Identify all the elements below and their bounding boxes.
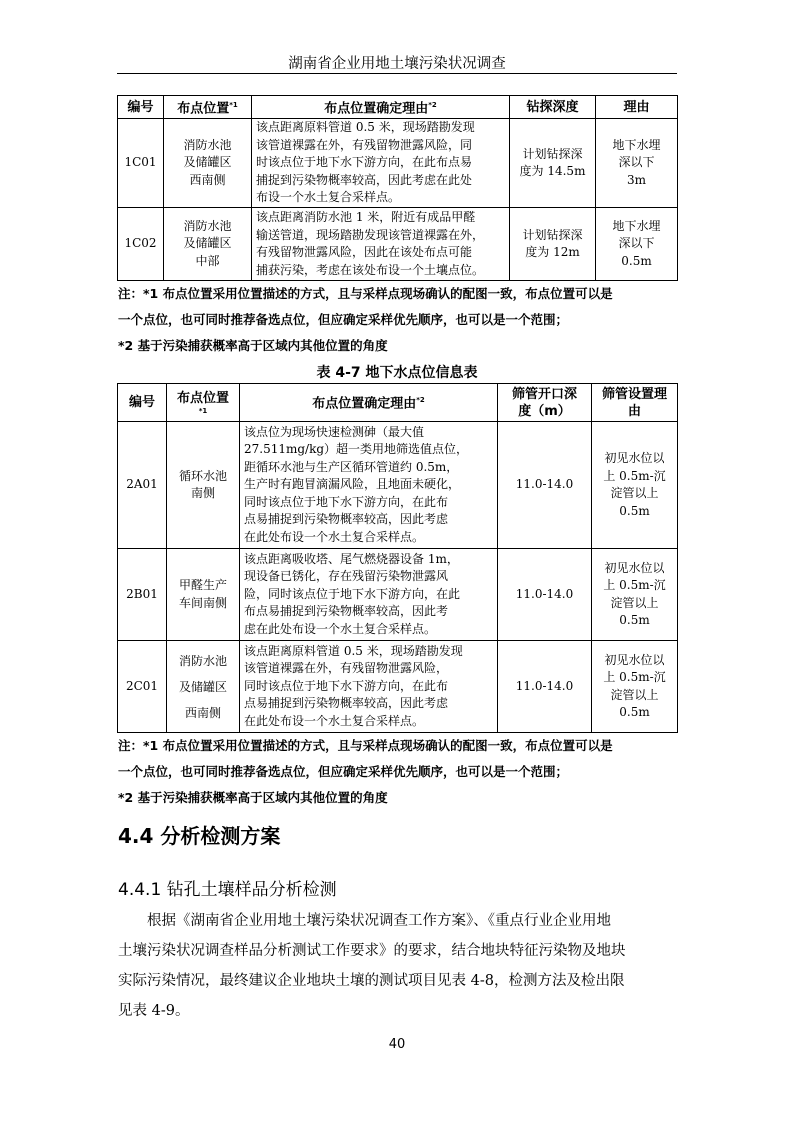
paragraph-line: 见表 4-9。 — [118, 1003, 190, 1019]
table-note-line: 注：*1 布点位置采用位置描述的方式，且与采样点现场确认的配图一致，布点位置可以是 — [118, 286, 613, 301]
header-rule — [117, 73, 677, 74]
groundwater-point-table — [117, 383, 678, 733]
cell-screen-reason: 初见水位以 上 0.5m-沉 淀管以上 0.5m — [592, 549, 678, 641]
cell-position: 循环水池 南侧 — [167, 422, 240, 549]
table-header-row — [118, 384, 678, 422]
paragraph-line: 根据《湖南省企业用地土壤污染状况调查工作方案》、《重点行业企业用地 — [118, 913, 611, 929]
table-note-line: 注：*1 布点位置采用位置描述的方式，且与采样点现场确认的配图一致，布点位置可以是 — [118, 738, 613, 753]
table-note-line: *2 基于污染捕获概率高于区域内其他位置的角度 — [118, 338, 388, 353]
col-header-id: 编号 — [118, 96, 164, 119]
body-paragraph — [118, 906, 676, 1026]
cell-depth: 计划钻探深 度为 12m — [510, 208, 596, 281]
col-header-why: 理由 — [596, 96, 678, 119]
table-note-line: *2 基于污染捕获概率高于区域内其他位置的角度 — [118, 790, 388, 805]
table-row — [118, 641, 678, 733]
cell-reason: 该点距离原料管道 0.5 米，现场踏勘发现 该管道裸露在外，有残留物泄露风险，同 时该点位于地下水下游方向，在此布点易 捕捉到污染物概率较高，因此考虑在此处 布设一个水土复合采样点。 — [252, 119, 510, 208]
col-header-id: 编号 — [118, 384, 167, 422]
cell-position: 甲醛生产 车间南侧 — [167, 549, 240, 641]
cell-screen-reason: 初见水位以 上 0.5m-沉 淀管以上 0.5m — [592, 641, 678, 733]
cell-reason: 该点距离吸收塔、尾气燃烧器设备 1m， 现设备已锈化，存在残留污染物泄露风 险，同时该点位于地下水下游方向，在此 布点易捕捉到污染物概率较高，因此考 虑在此处布设一个水土复合采样点。 — [240, 549, 498, 641]
cell-id: 2B01 — [118, 549, 167, 641]
table-row — [118, 119, 678, 208]
table-row — [118, 549, 678, 641]
cell-id: 1C01 — [118, 119, 164, 208]
table-note-line: 一个点位，也可同时推荐备选点位，但应确定采样优先顺序，也可以是一个范围； — [118, 764, 569, 779]
col-header-reason: 布点位置确定理由$^{*2}$ — [252, 96, 510, 119]
cell-id: 2C01 — [118, 641, 167, 733]
cell-reason: 该点距离消防水池 1 米，附近有成品甲醛 输送管道，现场踏勘发现该管道裸露在外， 有残留物泄露风险，因此在该处布点可能 捕获污染，考虑在该处布设一个土壤点位。 — [252, 208, 510, 281]
col-header-position: 布点位置$^{*1}$ — [164, 96, 252, 119]
soil-point-table — [117, 95, 678, 281]
cell-id: 2A01 — [118, 422, 167, 549]
subsection-heading: 4.4.1 钻孔土壤样品分析检测 — [118, 880, 337, 900]
col-header-depth: 钻探深度 — [510, 96, 596, 119]
cell-reason: 该点位为现场快速检测砷（最大值 27.511mg/kg）超一类用地筛选值点位， 距循环水池与生产区循环管道约 0.5m， 生产时有跑冒滴漏风险，且地面未硬化， 同时该点位于地下水下游方向，在此布 点易捕捉到污染物概率较高，因此考虑 在此处布设一个水土复合采样点。 — [240, 422, 498, 549]
col-header-reason: 布点位置确定理由$^{*2}$ — [240, 384, 498, 422]
cell-id: 1C02 — [118, 208, 164, 281]
cell-position: 消防水池 及储罐区 西南侧 — [164, 119, 252, 208]
page-number: 40 — [388, 1037, 406, 1052]
cell-why: 地下水埋 深以下 0.5m — [596, 208, 678, 281]
col-header-screen-depth: 筛管开口深 度（m） — [498, 384, 592, 422]
section-heading: 4.4 分析检测方案 — [118, 824, 281, 848]
cell-position: 消防水池 及储罐区 中部 — [164, 208, 252, 281]
cell-screen-reason: 初见水位以 上 0.5m-沉 淀管以上 0.5m — [592, 422, 678, 549]
cell-depth: 计划钻探深 度为 14.5m — [510, 119, 596, 208]
paragraph-line: 实际污染情况，最终建议企业地块土壤的测试项目见表 4-8，检测方法及检出限 — [118, 973, 625, 989]
table-row — [118, 422, 678, 549]
cell-reason: 该点距离原料管道 0.5 米，现场踏勘发现 该管道裸露在外，有残留物泄露风险， 同时该点位于地下水下游方向，在此布 点易捕捉到污染物概率较高，因此考虑 在此处布设一个水土复合采样点。 — [240, 641, 498, 733]
table-note-line: 一个点位，也可同时推荐备选点位，但应确定采样优先顺序，也可以是一个范围； — [118, 312, 569, 327]
col-header-screen-reason: 筛管设置理 由 — [592, 384, 678, 422]
paragraph-line: 土壤污染状况调查样品分析测试工作要求》的要求，结合地块特征污染物及地块 — [118, 943, 626, 959]
col-header-position: 布点位置 *1 — [167, 384, 240, 422]
cell-screen-depth: 11.0-14.0 — [498, 422, 592, 549]
table-row — [118, 208, 678, 281]
table-caption: 表 4-7 地下水点位信息表 — [316, 365, 478, 381]
cell-why: 地下水埋 深以下 3m — [596, 119, 678, 208]
running-header: 湖南省企业用地土壤污染状况调查 — [288, 56, 506, 72]
cell-position: 消防水池 及储罐区 西南侧 — [167, 641, 240, 733]
table-header-row — [118, 96, 678, 119]
cell-screen-depth: 11.0-14.0 — [498, 641, 592, 733]
cell-screen-depth: 11.0-14.0 — [498, 549, 592, 641]
